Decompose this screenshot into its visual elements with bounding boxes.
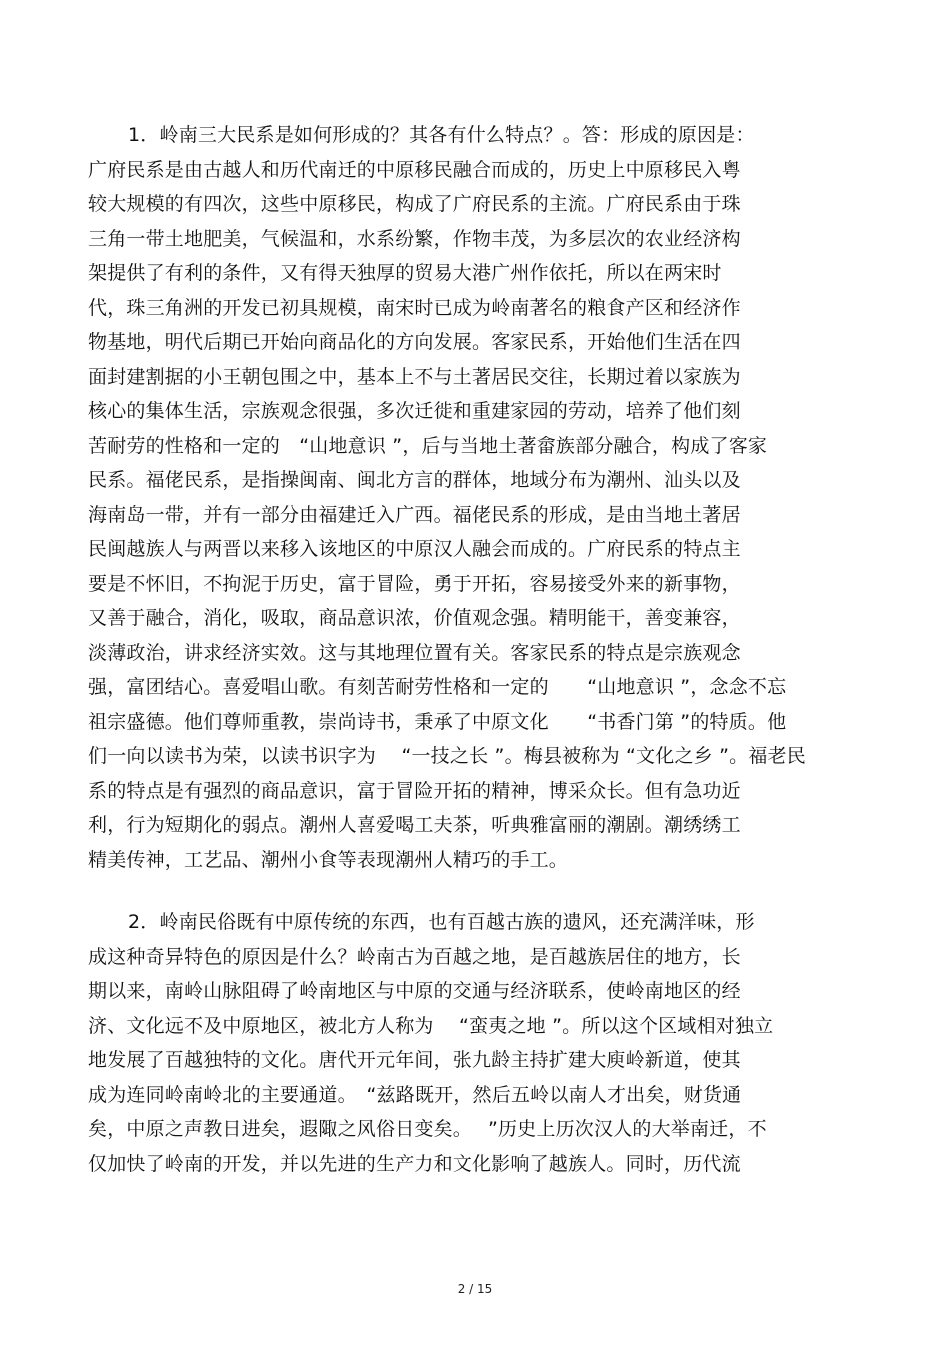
text-line: 要是不怀旧，不拘泥于历史，富于冒险，勇于开拓，容易接受外来的新事物， xyxy=(88,572,741,595)
text-line: 成为连同岭南岭北的主要通道。 “兹路既开，然后五岭以南人才出矣，财货通 xyxy=(88,1083,742,1106)
text-line: 仅加快了岭南的开发，并以先进的生产力和文化影响了越族人。同时，历代流 xyxy=(88,1152,741,1175)
paragraph-1 xyxy=(88,118,878,877)
text-line: 们一向以读书为荣，以读书识字为 “一技之长 ”。梅县被称为 “文化之乡 ”。福老民 xyxy=(88,745,806,767)
text-line: 面封建割据的小王朝包围之中，基本上不与土著居民交往，长期过着以家族为 xyxy=(88,365,741,388)
text-line: 三角一带土地肥美，气候温和，水系纷繁，作物丰茂，为多层次的农业经济构 xyxy=(88,227,741,250)
text-line: 民闽越族人与两晋以来移入该地区的中原汉人融会而成的。广府民系的特点主 xyxy=(88,538,741,560)
text-line: 广府民系是由古越人和历代南迁的中原移民融合而成的，历史上中原移民入粤 xyxy=(88,158,741,181)
text-line: 核心的集体生活，宗族观念很强，多次迁徙和重建家园的劳动，培养了他们刻 xyxy=(88,400,741,422)
text-line: 架提供了有利的条件，又有得天独厚的贸易大港广州作依托，所以在两宋时 xyxy=(88,262,722,284)
text-line: 精美传神，工艺品、潮州小食等表现潮州人精巧的手工。 xyxy=(88,848,569,871)
paragraph-2 xyxy=(88,905,878,1181)
text-line: 期以来，南岭山脉阻碍了岭南地区与中原的交通与经济联系，使岭南地区的经 xyxy=(88,980,741,1002)
text-line: 较大规模的有四次，这些中原移民，构成了广府民系的主流。广府民系由于珠 xyxy=(88,193,741,215)
text-line: 系的特点是有强烈的商品意识，富于冒险开拓的精神，博采众长。但有急功近 xyxy=(88,779,741,802)
page-number: 2 / 15 xyxy=(457,1282,493,1296)
text-line: 祖宗盛德。他们尊师重教，崇尚诗书，秉承了中原文化 “书香门第 ”的特质。他 xyxy=(88,710,787,733)
text-line: 利，行为短期化的弱点。潮州人喜爱喝工夫茶，听典雅富丽的潮剧。潮绣绣工 xyxy=(88,814,741,836)
text-line: 成这种奇异特色的原因是什么？岭南古为百越之地，是百越族居住的地方，长 xyxy=(88,945,741,968)
text-line: 2．岭南民俗既有中原传统的东西，也有百越古族的遗风，还充满洋味，形 xyxy=(128,911,755,933)
text-line: 海南岛一带，并有一部分由福建迁入广西。福佬民系的形成，是由当地土著居 xyxy=(88,503,741,526)
text-line: 1．岭南三大民系是如何形成的？其各有什么特点？。答：形成的原因是： xyxy=(128,124,755,146)
text-line: 矣，中原之声教日进矣，遐陬之风俗日变矣。 ”历史上历次汉人的大举南迁，不 xyxy=(88,1118,767,1140)
text-line: 民系。福佬民系，是指操闽南、闽北方言的群体，地域分布为潮州、汕头以及 xyxy=(88,469,741,491)
text-line: 苦耐劳的性格和一定的 “山地意识 ”，后与当地土著畲族部分融合，构成了客家 xyxy=(88,434,768,457)
document-body xyxy=(88,118,878,1181)
text-line: 淡薄政治，讲求经济实效。这与其地理位置有关。客家民系的特点是宗族观念 xyxy=(88,641,741,664)
text-line: 代，珠三角洲的开发已初具规模，南宋时已成为岭南著名的粮食产区和经济作 xyxy=(88,296,741,319)
text-line: 又善于融合，消化，吸取，商品意识浓，价值观念强。精明能干，善变兼容， xyxy=(88,607,741,629)
text-line: 济、文化远不及中原地区，被北方人称为 “蛮夷之地 ”。所以这个区域相对独立 xyxy=(88,1014,774,1037)
text-line: 强，富团结心。喜爱唱山歌。有刻苦耐劳性格和一定的 “山地意识 ”，念念不忘 xyxy=(88,676,787,698)
text-line: 物基地，明代后期已开始向商品化的方向发展。客家民系，开始他们生活在四 xyxy=(88,331,741,353)
text-line: 地发展了百越独特的文化。唐代开元年间，张九龄主持扩建大庾岭新道，使其 xyxy=(88,1049,741,1071)
